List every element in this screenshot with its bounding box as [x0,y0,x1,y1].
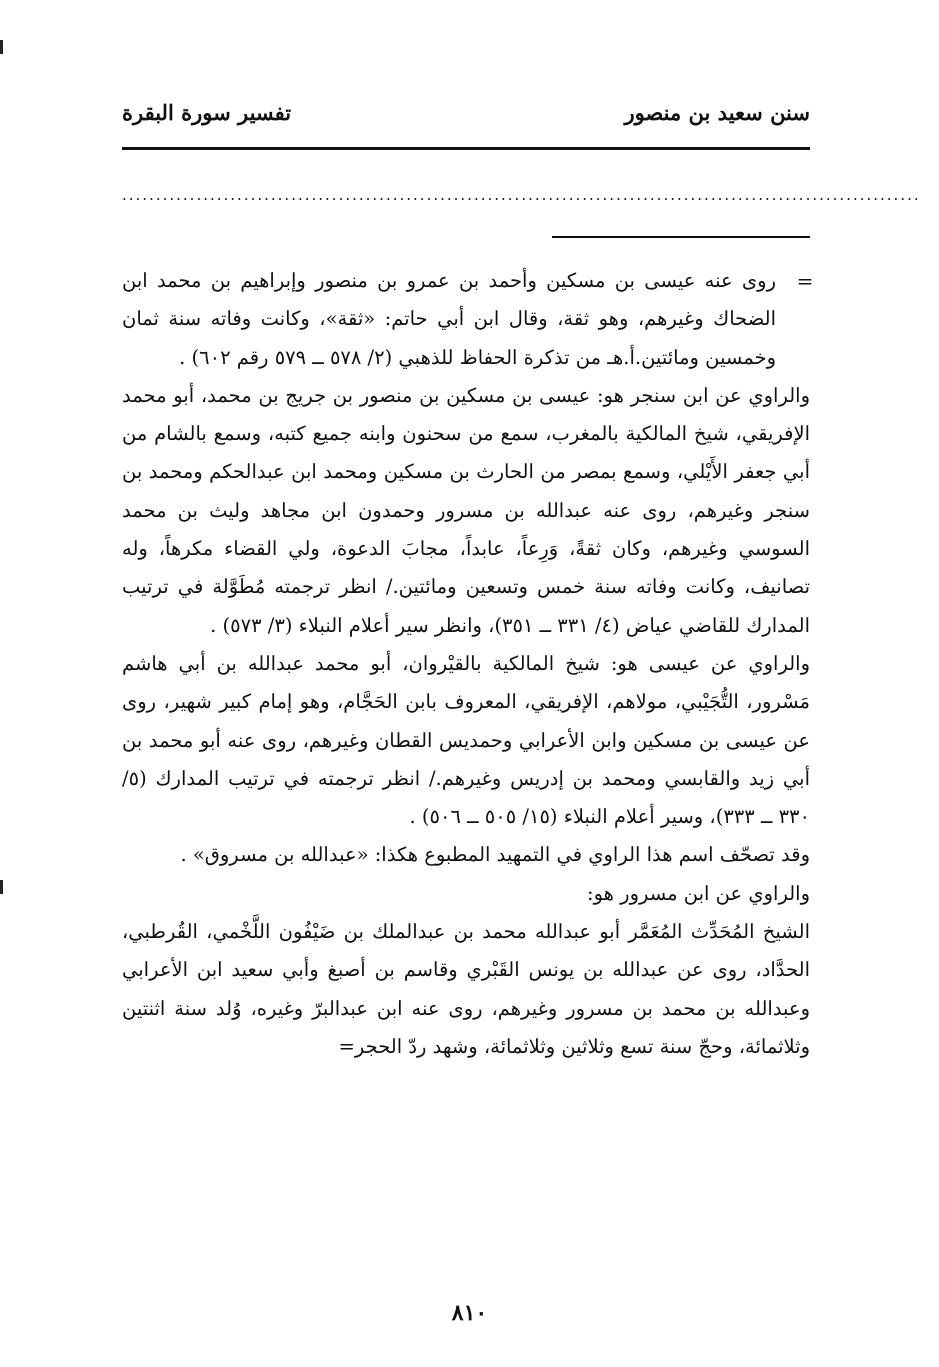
page-number: ٨١٠ [451,1300,488,1326]
paragraph-6: الشيخ المُحَدِّث المُعَمَّر أبو عبدالله محمد بن عبدالملك بن ضَيْفُون اللَّخْمي، القُرطبي، الحدَّاد، روى عن عبدالله بن يونس القَبْري وقاسم بن أصبغ وأبي سعيد ابن الأعرابي وعبدالله بن محمد بن مسرور وغيرهم، روى عنه ابن عبدالبرّ وغيره، وُلد سنة اثنتين وثلاثمائة، وحجّ سنة تسع وثلاثين وثلاثمائة، وشهد ردّ الحجر= [122,920,810,1058]
running-header [122,100,810,140]
paragraph-2: والراوي عن ابن سنجر هو: عيسى بن مسكين بن منصور بن جريج بن محمد، أبو محمد الإفريقي، شيخ المالكية بالمغرب، سمع من سحنون وابنه جميع كتبه، وسمع بالشام من أبي جعفر الأَيْلي، وسمع بمصر من الحارث بن مسكين ومحمد ابن عبدالحكم ومحمد بن سنجر وغيرهم، روى عنه عبدالله بن مسرور وحمدون ابن مجاهد وليث بن محمد السوسي وغيرهم، وكان ثقةً، وَرِعاً، عابداً، مجابَ الدعوة، ولي القضاء مكرهاً، وله تصانيف، وكانت وفاته سنة خمس وتسعين ومائتين./ انظر ترجمته مُطَوَّلة في ترتيب المدارك للقاضي عياض (٤/ ٣٣١ ــ ٣٥١)، وانظر سير أعلام النبلاء (٣/ ٥٧٣) . [122,383,810,637]
continuation-mark: = [796,269,814,293]
header-rule [122,147,810,150]
paragraph-4: وقد تصحّف اسم هذا الراوي في التمهيد المطبوع هكذا: «عبدالله بن مسروق» . [180,843,810,867]
footnote-body [122,262,810,1066]
book-title: سنن سعيد بن منصور [624,100,810,125]
footnote-rule [552,236,810,238]
paragraph-5: والراوي عن ابن مسرور هو: [587,881,810,905]
left-edge-mark-top [0,40,3,54]
left-edge-mark-middle [0,880,3,894]
paragraph-1: روى عنه عيسى بن مسكين وأحمد بن عمرو بن منصور وإبراهيم بن محمد ابن الضحاك وغيرهم، وهو ثقة، وقال ابن أبي حاتم: «ثقة»، وكانت وفاته سنة ثمان وخمسين ومائتين.أ.هـ من تذكرة الحفاظ للذهبي (٢/ ٥٧٨ ــ ٥٧٩ رقم ٦٠٢) . [122,269,776,369]
section-title: تفسير سورة البقرة [122,100,292,125]
separator-dots: ...................................................................................................................... [122,186,921,204]
paragraph-3: والراوي عن عيسى هو: شيخ المالكية بالقيْروان، أبو محمد عبدالله بن أبي هاشم مَسْرور، التُّجَيْبي، مولاهم، الإفريقي، المعروف بابن الحَجَّام، وهو إمام كبير شهير، روى عن عيسى بن مسكين وابن الأعرابي وحمديس القطان وغيرهم، روى عنه أبو محمد بن أبي زيد والقابسي ومحمد بن إدريس وغيرهم./ انظر ترجمته في ترتيب المدارك (٥/ ٣٣٠ ــ ٣٣٣)، وسير أعلام النبلاء (١٥/ ٥٠٥ ــ ٥٠٦) . [122,651,810,829]
